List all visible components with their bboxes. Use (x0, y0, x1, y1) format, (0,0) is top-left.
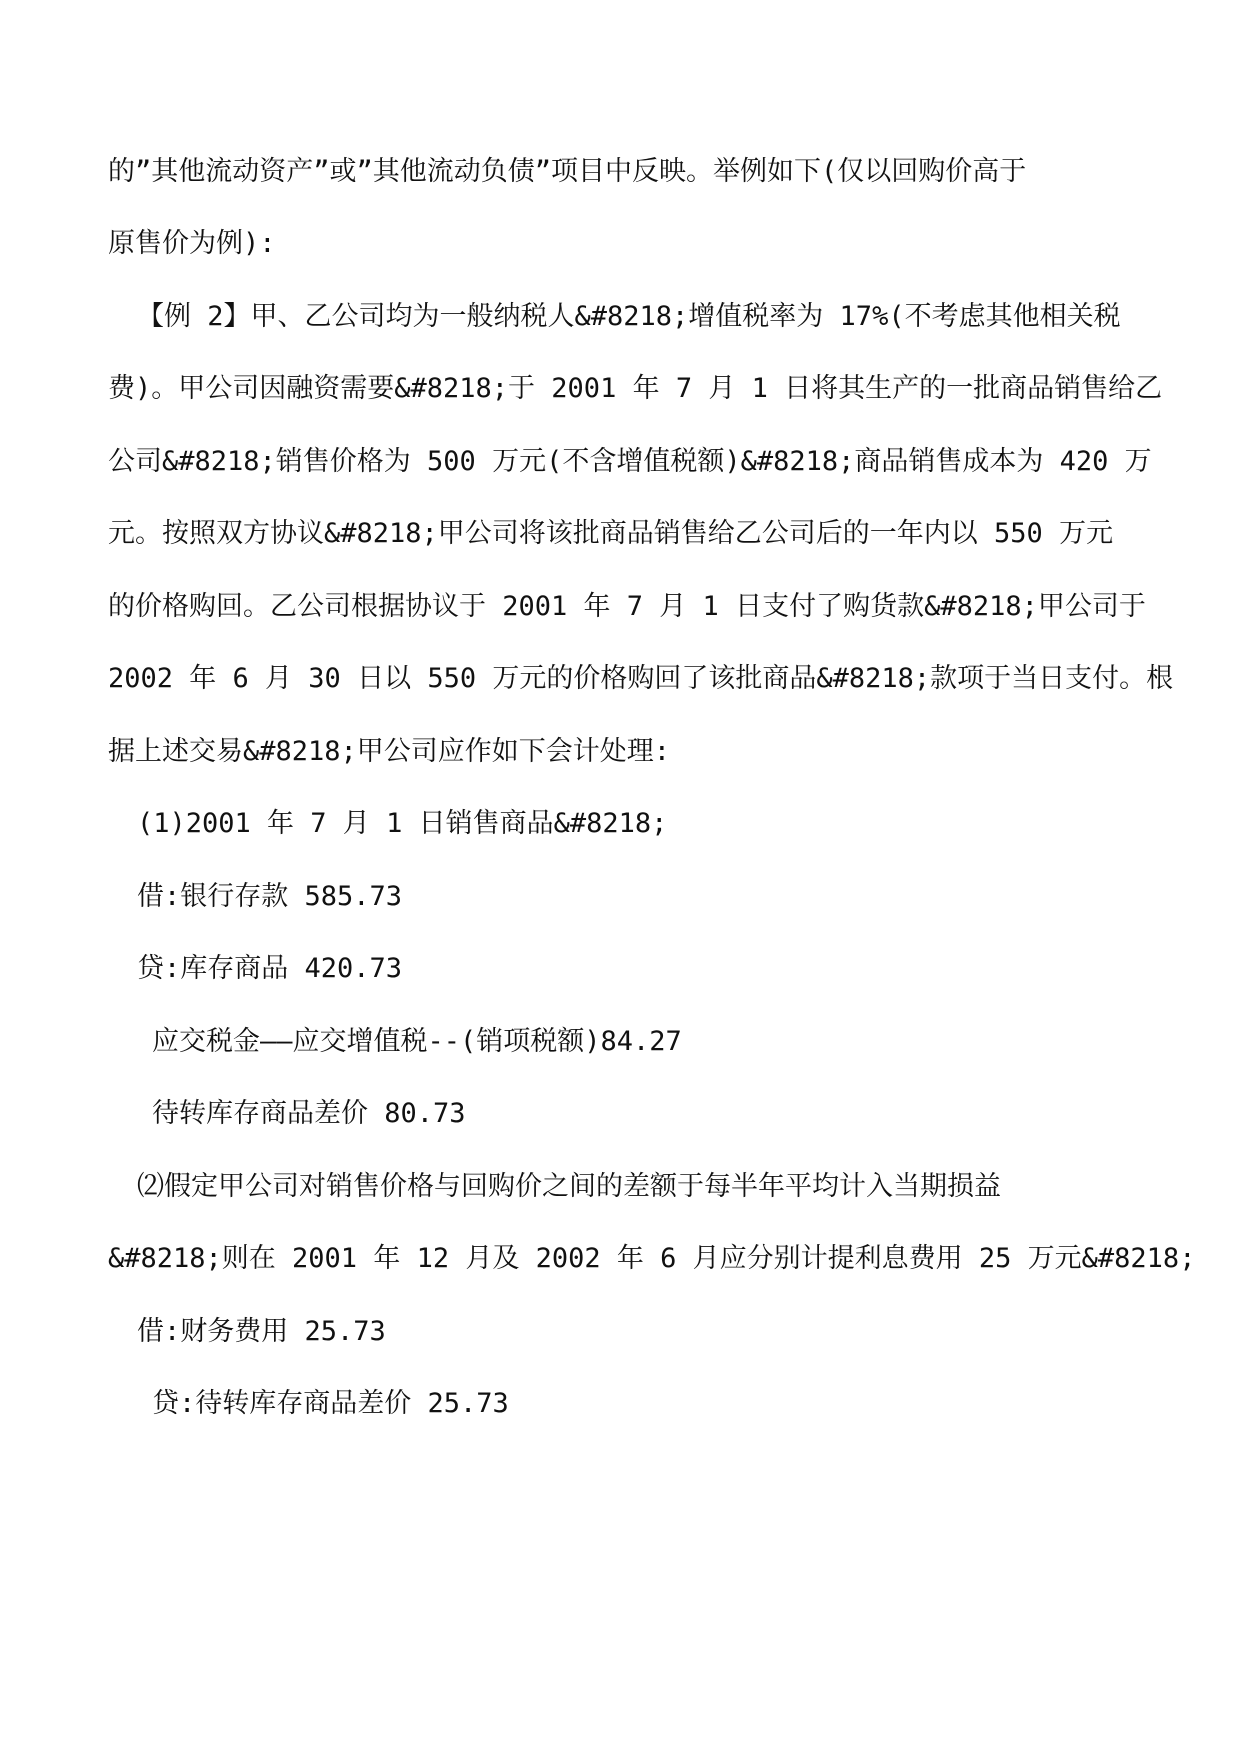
paragraph-line: &#8218;则在 2001 年 12 月及 2002 年 6 月应分别计提利息费用 25 万元&#8218; (108, 1243, 1196, 1274)
step-heading-line: ⑵假定甲公司对销售价格与回购价之间的差额于每半年平均计入当期损益 (137, 1171, 1001, 1202)
example-heading-line: 【例 2】甲、乙公司均为一般纳税人&#8218;增值税率为 17%(不考虑其他相关税 (137, 301, 1121, 332)
journal-entry-credit: 待转库存商品差价 80.73 (152, 1098, 466, 1129)
paragraph-line: 的”其他流动资产”或”其他流动负债”项目中反映。举例如下(仅以回购价高于 (108, 156, 1027, 187)
journal-entry-debit: 借:银行存款 585.73 (137, 881, 403, 912)
paragraph-line: 费)。甲公司因融资需要&#8218;于 2001 年 7 月 1 日将其生产的一批商品销售给乙 (108, 373, 1163, 404)
paragraph-line: 2002 年 6 月 30 日以 550 万元的价格购回了该批商品&#8218;款项于当日支付。根 (108, 663, 1174, 694)
paragraph-line: 据上述交易&#8218;甲公司应作如下会计处理: (108, 736, 671, 767)
journal-entry-debit: 借:财务费用 25.73 (137, 1316, 386, 1347)
paragraph-line: 元。按照双方协议&#8218;甲公司将该批商品销售给乙公司后的一年内以 550 万元 (108, 518, 1114, 549)
paragraph-line: 的价格购回。乙公司根据协议于 2001 年 7 月 1 日支付了购货款&#8218;甲公司于 (108, 591, 1146, 622)
journal-entry-credit: 贷:库存商品 420.73 (137, 953, 403, 984)
paragraph-line: 公司&#8218;销售价格为 500 万元(不含增值税额)&#8218;商品销售成本为 420 万 (108, 446, 1152, 477)
journal-entry-credit: 应交税金——应交增值税--(销项税额)84.27 (152, 1026, 682, 1057)
step-heading-line: (1)2001 年 7 月 1 日销售商品&#8218; (137, 808, 668, 839)
journal-entry-credit: 贷:待转库存商品差价 25.73 (152, 1388, 509, 1419)
paragraph-line: 原售价为例): (108, 228, 276, 259)
